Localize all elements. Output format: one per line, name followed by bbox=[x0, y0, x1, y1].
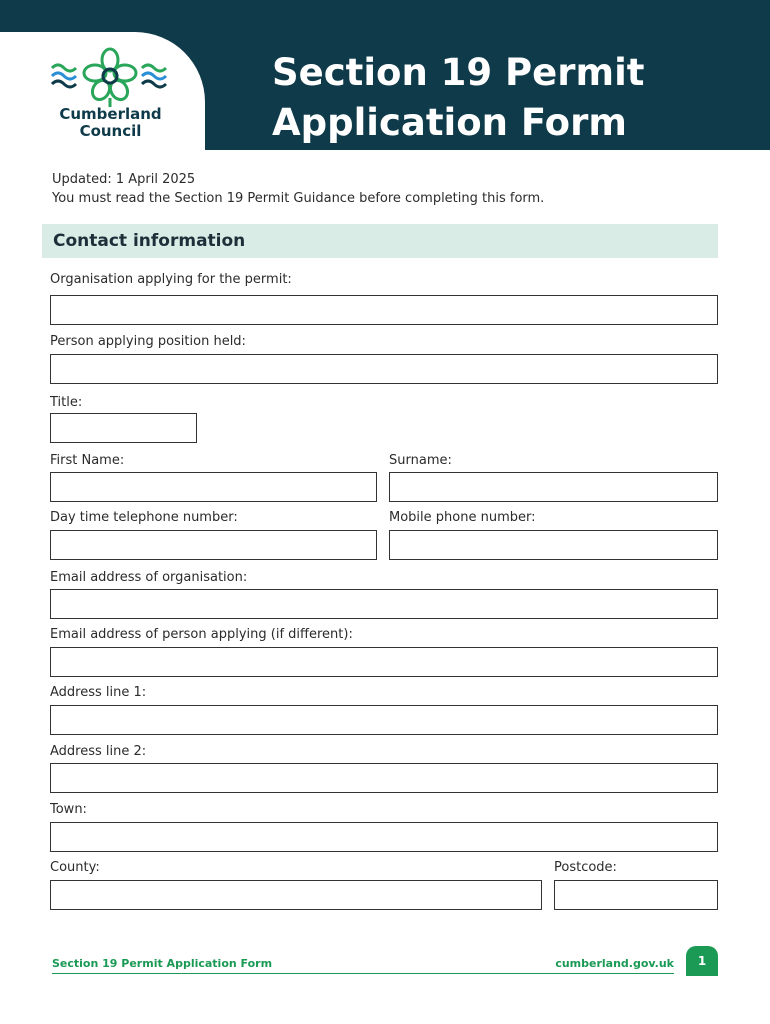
intro-text bbox=[52, 170, 544, 208]
section-heading-bar bbox=[42, 224, 718, 258]
mobile-phone-label: Mobile phone number: bbox=[389, 510, 536, 525]
updated-date: Updated: 1 April 2025 bbox=[52, 172, 196, 187]
footer-website-link[interactable]: cumberland.gov.uk bbox=[555, 957, 674, 970]
address-line2-input[interactable] bbox=[50, 763, 718, 793]
guidance-notice: You must read the Section 19 Permit Guidance before completing this form. bbox=[52, 191, 545, 206]
organisation-input[interactable] bbox=[50, 295, 718, 325]
logo-wordmark bbox=[48, 106, 173, 140]
org-email-label: Email address of organisation: bbox=[50, 570, 248, 585]
person-email-input[interactable] bbox=[50, 647, 718, 677]
day-phone-input[interactable] bbox=[50, 530, 377, 560]
page-number-badge: 1 bbox=[686, 946, 718, 976]
county-label: County: bbox=[50, 860, 100, 875]
address-line2-label: Address line 2: bbox=[50, 744, 147, 759]
cumberland-flower-logo-icon bbox=[48, 46, 173, 108]
address-line1-input[interactable] bbox=[50, 705, 718, 735]
town-input[interactable] bbox=[50, 822, 718, 852]
page-header bbox=[0, 0, 770, 150]
title-input[interactable] bbox=[50, 413, 197, 443]
mobile-phone-input[interactable] bbox=[389, 530, 718, 560]
person-email-label: Email address of person applying (if different): bbox=[50, 627, 353, 642]
surname-label: Surname: bbox=[389, 453, 452, 468]
address-line1-label: Address line 1: bbox=[50, 685, 147, 700]
logo-text-line2: Council bbox=[79, 122, 142, 140]
first-name-label: First Name: bbox=[50, 453, 125, 468]
postcode-input[interactable] bbox=[554, 880, 718, 910]
title-line2: Application Form bbox=[272, 101, 627, 144]
county-input[interactable] bbox=[50, 880, 542, 910]
footer-form-name: Section 19 Permit Application Form bbox=[52, 957, 273, 970]
day-phone-label: Day time telephone number: bbox=[50, 510, 238, 525]
footer-divider bbox=[52, 973, 674, 974]
page-title bbox=[272, 48, 752, 148]
position-label: Person applying position held: bbox=[50, 334, 246, 349]
first-name-input[interactable] bbox=[50, 472, 377, 502]
section-title: Contact information bbox=[53, 231, 246, 251]
logo-plate bbox=[0, 32, 205, 150]
org-email-input[interactable] bbox=[50, 589, 718, 619]
organisation-label: Organisation applying for the permit: bbox=[50, 272, 292, 287]
position-input[interactable] bbox=[50, 354, 718, 384]
postcode-label: Postcode: bbox=[554, 860, 617, 875]
town-label: Town: bbox=[50, 802, 87, 817]
title-label: Title: bbox=[50, 395, 83, 410]
logo-text-line1: Cumberland bbox=[59, 105, 162, 123]
surname-input[interactable] bbox=[389, 472, 718, 502]
title-line1: Section 19 Permit bbox=[272, 51, 645, 94]
